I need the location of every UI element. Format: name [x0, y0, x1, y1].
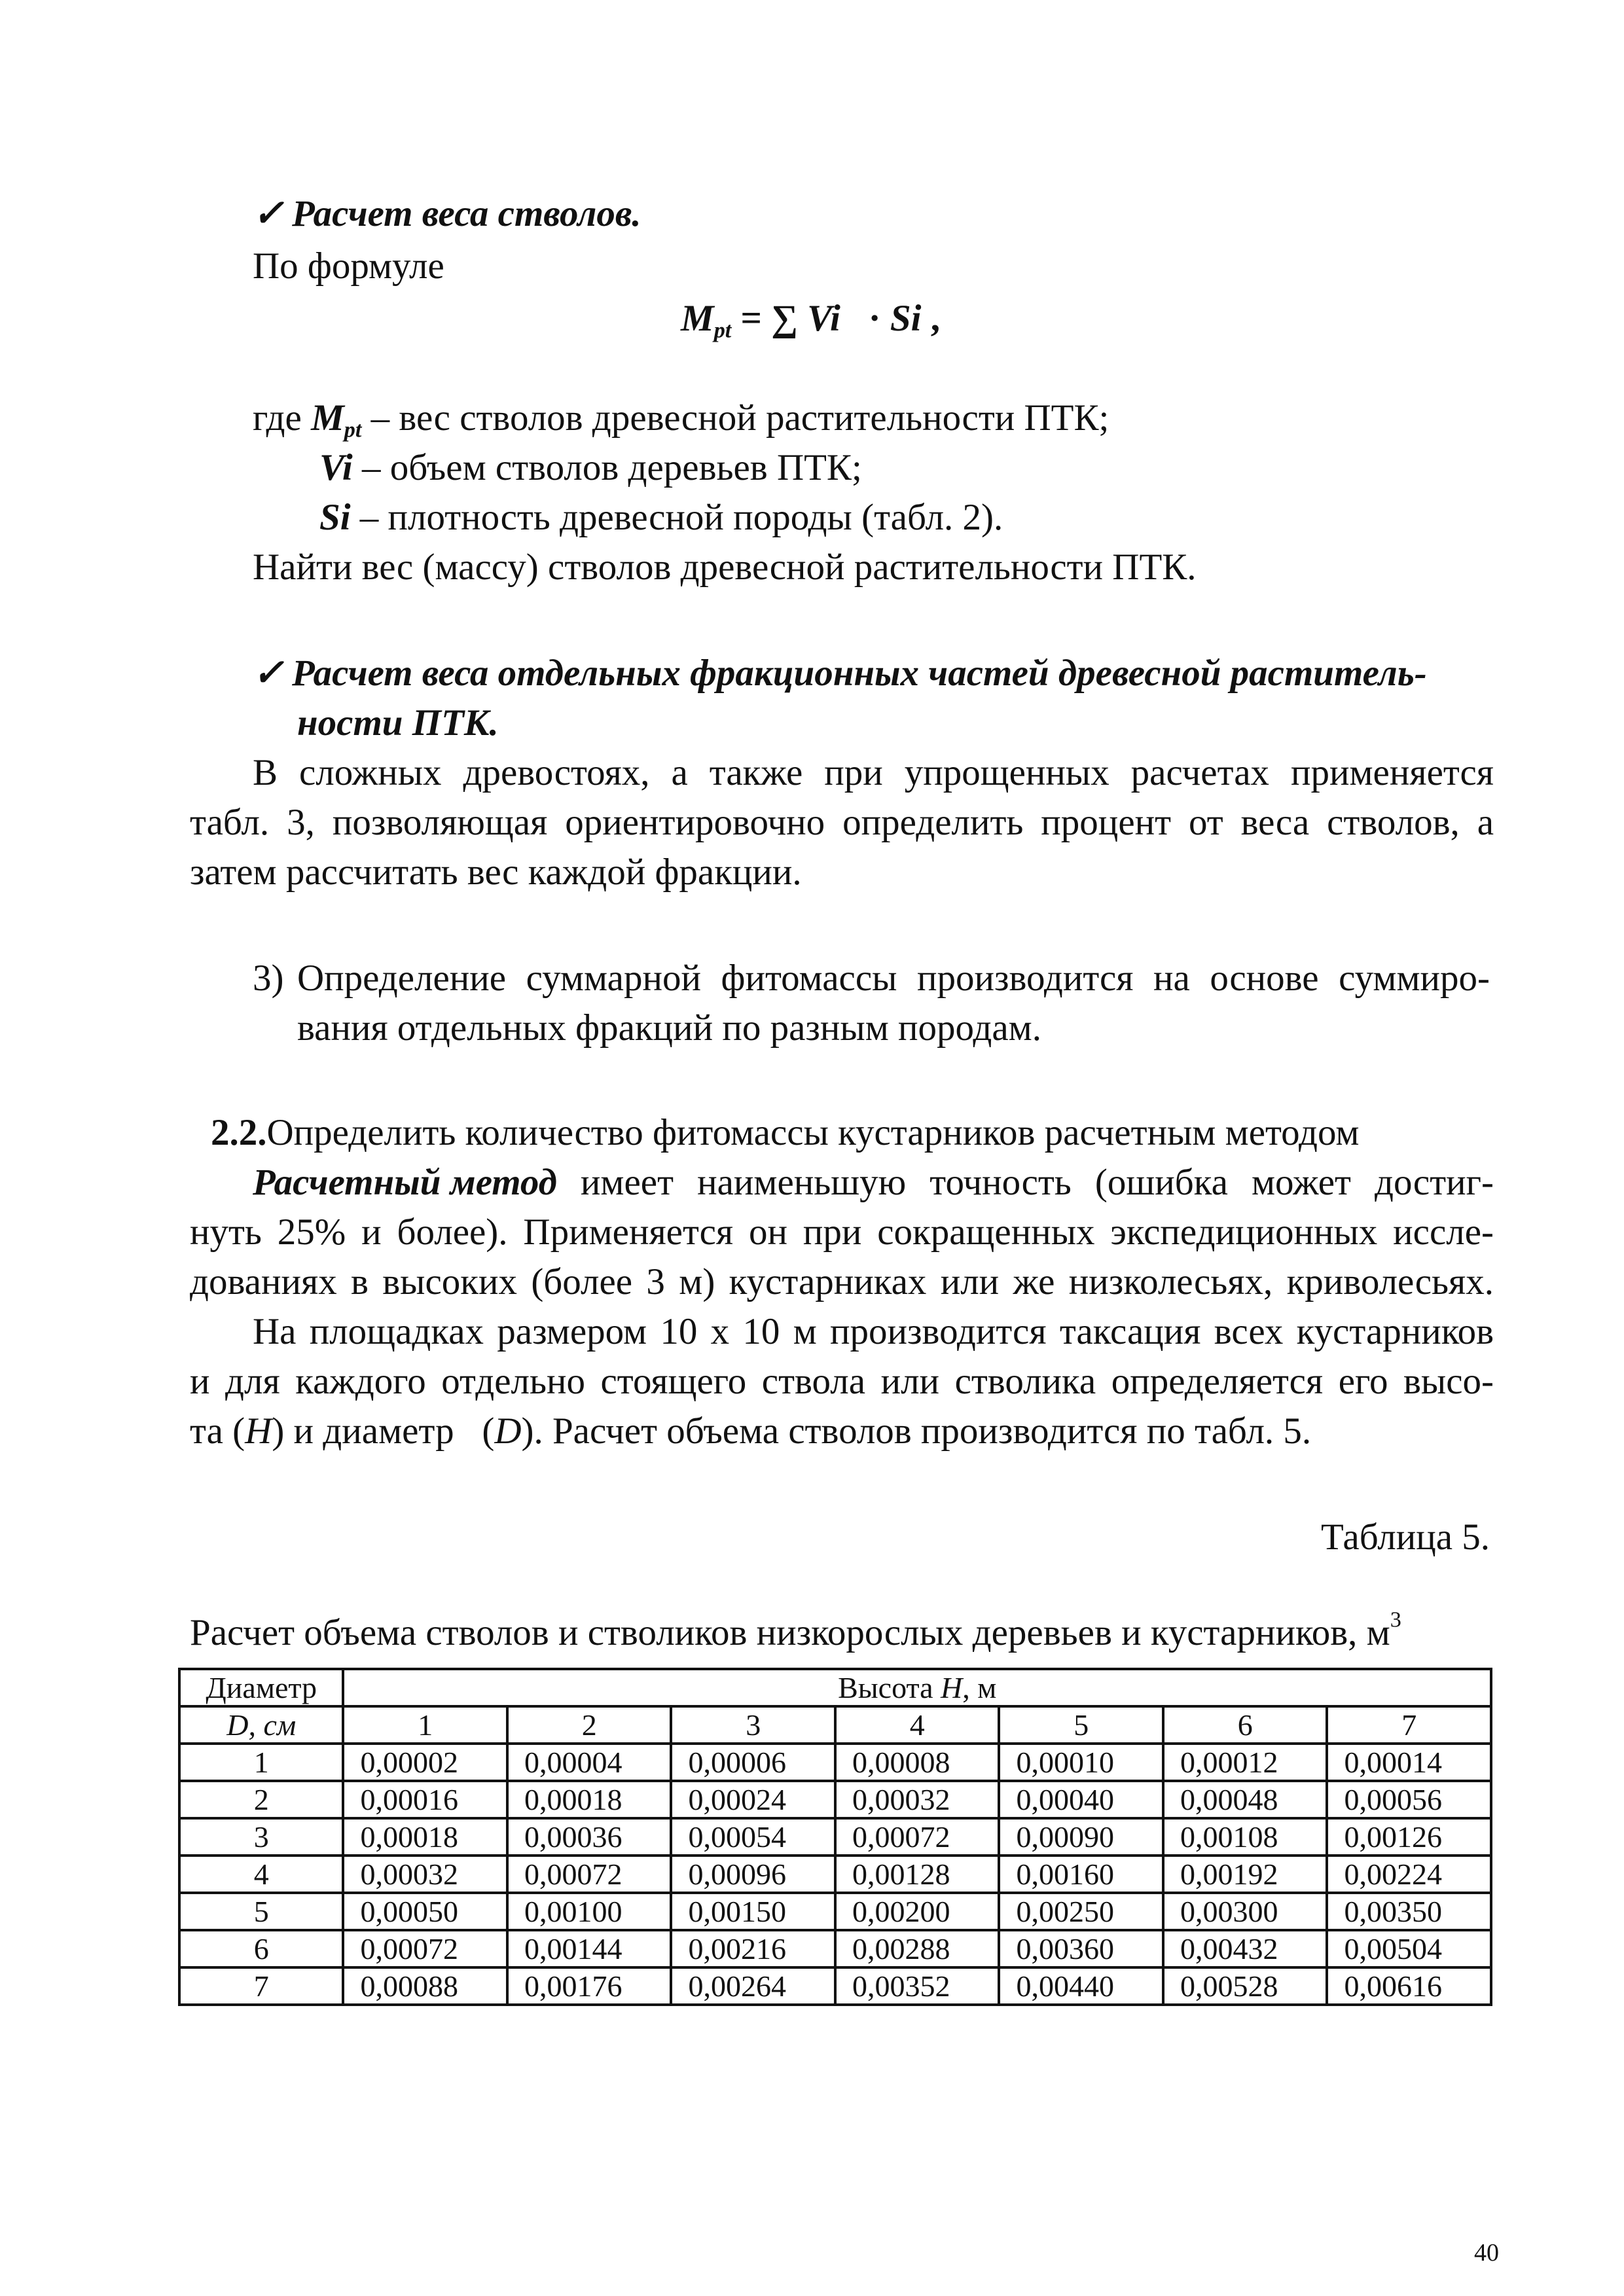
volume-cell: 0,00018 [343, 1818, 507, 1856]
table-row [179, 1930, 1491, 1967]
paragraph-line: табл. 3, позволяющая ориентировочно определить процент от веса стволов, а [190, 802, 1494, 843]
volume-cell: 0,00250 [999, 1893, 1163, 1930]
table-subheader-row [179, 1706, 1491, 1744]
table-header-row [179, 1669, 1491, 1706]
volume-cell: 0,00006 [671, 1744, 835, 1781]
section-heading-stem-weight: ✓ Расчет веса стволов. [253, 191, 641, 237]
task-text: Найти вес (массу) стволов древесной растительности ПТК. [253, 547, 1197, 588]
definition-vi: Vi – объем стволов деревьев ПТК; [319, 447, 862, 488]
header-height-value: 6 [1163, 1706, 1327, 1744]
section-heading-fractions: ✓ Расчет веса отдельных фракционных частей древесной раститель- [253, 651, 1427, 696]
header-height-value: 3 [671, 1706, 835, 1744]
volume-table [178, 1668, 1492, 2006]
volume-cell: 0,00004 [507, 1744, 672, 1781]
volume-cell: 0,00108 [1163, 1818, 1327, 1856]
diameter-cell: 6 [179, 1930, 343, 1967]
volume-cell: 0,00432 [1163, 1930, 1327, 1967]
paragraph-line: та (H) и диаметр (D). Расчет объема стволов производится по табл. 5. [190, 1410, 1312, 1452]
table-row [179, 1967, 1491, 2005]
volume-cell: 0,00016 [343, 1781, 507, 1818]
header-height-value: 7 [1327, 1706, 1491, 1744]
volume-cell: 0,00024 [671, 1781, 835, 1818]
table-row [179, 1781, 1491, 1818]
header-height: Высота H, м [343, 1669, 1491, 1706]
volume-cell: 0,00056 [1327, 1781, 1491, 1818]
header-height-value: 4 [835, 1706, 1000, 1744]
volume-cell: 0,00264 [671, 1967, 835, 2005]
diameter-cell: 5 [179, 1893, 343, 1930]
list-item-3-cont: вания отдельных фракций по разным породам. [297, 1007, 1041, 1049]
volume-cell: 0,00352 [835, 1967, 1000, 2005]
header-height-value: 5 [999, 1706, 1163, 1744]
volume-cell: 0,00088 [343, 1967, 507, 2005]
volume-cell: 0,00012 [1163, 1744, 1327, 1781]
volume-cell: 0,00008 [835, 1744, 1000, 1781]
volume-cell: 0,00528 [1163, 1967, 1327, 2005]
header-height-value: 1 [343, 1706, 507, 1744]
definition-si: Si – плотность древесной породы (табл. 2). [319, 497, 1003, 538]
volume-cell: 0,00176 [507, 1967, 672, 2005]
section-heading-2-2: 2.2.Определить количество фитомассы кустарников расчетным методом [211, 1112, 1360, 1153]
volume-cell: 0,00350 [1327, 1893, 1491, 1930]
header-diameter-unit: D, см [179, 1706, 343, 1744]
page-number: 40 [1474, 2239, 1499, 2267]
volume-cell: 0,00160 [999, 1856, 1163, 1893]
volume-cell: 0,00504 [1327, 1930, 1491, 1967]
volume-cell: 0,00216 [671, 1930, 835, 1967]
table-row [179, 1856, 1491, 1893]
checkmark-icon: ✓ [253, 193, 284, 234]
table-row [179, 1744, 1491, 1781]
volume-cell: 0,00224 [1327, 1856, 1491, 1893]
volume-cell: 0,00090 [999, 1818, 1163, 1856]
formula: $M_{pt}$ = ∑ Vi · Si , [681, 298, 940, 343]
volume-cell: 0,00036 [507, 1818, 672, 1856]
formula-intro: По формуле [253, 245, 444, 287]
volume-cell: 0,00002 [343, 1744, 507, 1781]
volume-cell: 0,00096 [671, 1856, 835, 1893]
diameter-cell: 4 [179, 1856, 343, 1893]
paragraph-line: Расчетный метод имеет наименьшую точность (ошибка может достиг- [253, 1162, 1494, 1203]
volume-cell: 0,00032 [343, 1856, 507, 1893]
checkmark-icon: ✓ [253, 653, 284, 694]
volume-cell: 0,00144 [507, 1930, 672, 1967]
volume-cell: 0,00014 [1327, 1744, 1491, 1781]
table-label: Таблица 5. [1321, 1516, 1490, 1558]
paragraph-line: дованиях в высоких (более 3 м) кустарниках или же низколесьях, криволесьях. [190, 1261, 1494, 1302]
volume-cell: 0,00072 [835, 1818, 1000, 1856]
volume-cell: 0,00040 [999, 1781, 1163, 1818]
volume-cell: 0,00018 [507, 1781, 672, 1818]
volume-cell: 0,00010 [999, 1744, 1163, 1781]
volume-cell: 0,00072 [343, 1930, 507, 1967]
volume-cell: 0,00128 [835, 1856, 1000, 1893]
volume-cell: 0,00100 [507, 1893, 672, 1930]
diameter-cell: 2 [179, 1781, 343, 1818]
paragraph-line: нуть 25% и более). Применяется он при сокращенных экспедиционных иссле- [190, 1211, 1494, 1253]
paragraph-line: затем рассчитать вес каждой фракции. [190, 852, 802, 893]
volume-cell: 0,00048 [1163, 1781, 1327, 1818]
volume-cell: 0,00440 [999, 1967, 1163, 2005]
volume-cell: 0,00032 [835, 1781, 1000, 1818]
volume-cell: 0,00288 [835, 1930, 1000, 1967]
volume-cell: 0,00072 [507, 1856, 672, 1893]
volume-cell: 0,00192 [1163, 1856, 1327, 1893]
volume-cell: 0,00300 [1163, 1893, 1327, 1930]
diameter-cell: 7 [179, 1967, 343, 2005]
paragraph-line: В сложных древостоях, а также при упрощенных расчетах применяется [253, 752, 1494, 793]
paragraph-line: и для каждого отдельно стоящего ствола или стволика определяется его высо- [190, 1361, 1494, 1402]
section-heading-fractions-cont: ности ПТК. [297, 702, 499, 744]
definition-mpt: где $M_{pt}$ – вес стволов древесной растительности ПТК; [253, 397, 1110, 442]
volume-cell: 0,00150 [671, 1893, 835, 1930]
list-item-3: 3) Определение суммарной фитомассы производится на основе суммиро- [253, 958, 1490, 999]
volume-cell: 0,00054 [671, 1818, 835, 1856]
table-row [179, 1818, 1491, 1856]
table-caption: Расчет объема стволов и стволиков низкорослых деревьев и кустарников, $м^3$ [190, 1607, 1401, 1653]
volume-cell: 0,00200 [835, 1893, 1000, 1930]
volume-cell: 0,00616 [1327, 1967, 1491, 2005]
volume-cell: 0,00050 [343, 1893, 507, 1930]
volume-cell: 0,00126 [1327, 1818, 1491, 1856]
header-height-value: 2 [507, 1706, 672, 1744]
volume-cell: 0,00360 [999, 1930, 1163, 1967]
table-row [179, 1893, 1491, 1930]
diameter-cell: 3 [179, 1818, 343, 1856]
paragraph-line: На площадках размером 10 х 10 м производится таксация всех кустарников [253, 1311, 1494, 1352]
diameter-cell: 1 [179, 1744, 343, 1781]
header-diameter: Диаметр [179, 1669, 343, 1706]
